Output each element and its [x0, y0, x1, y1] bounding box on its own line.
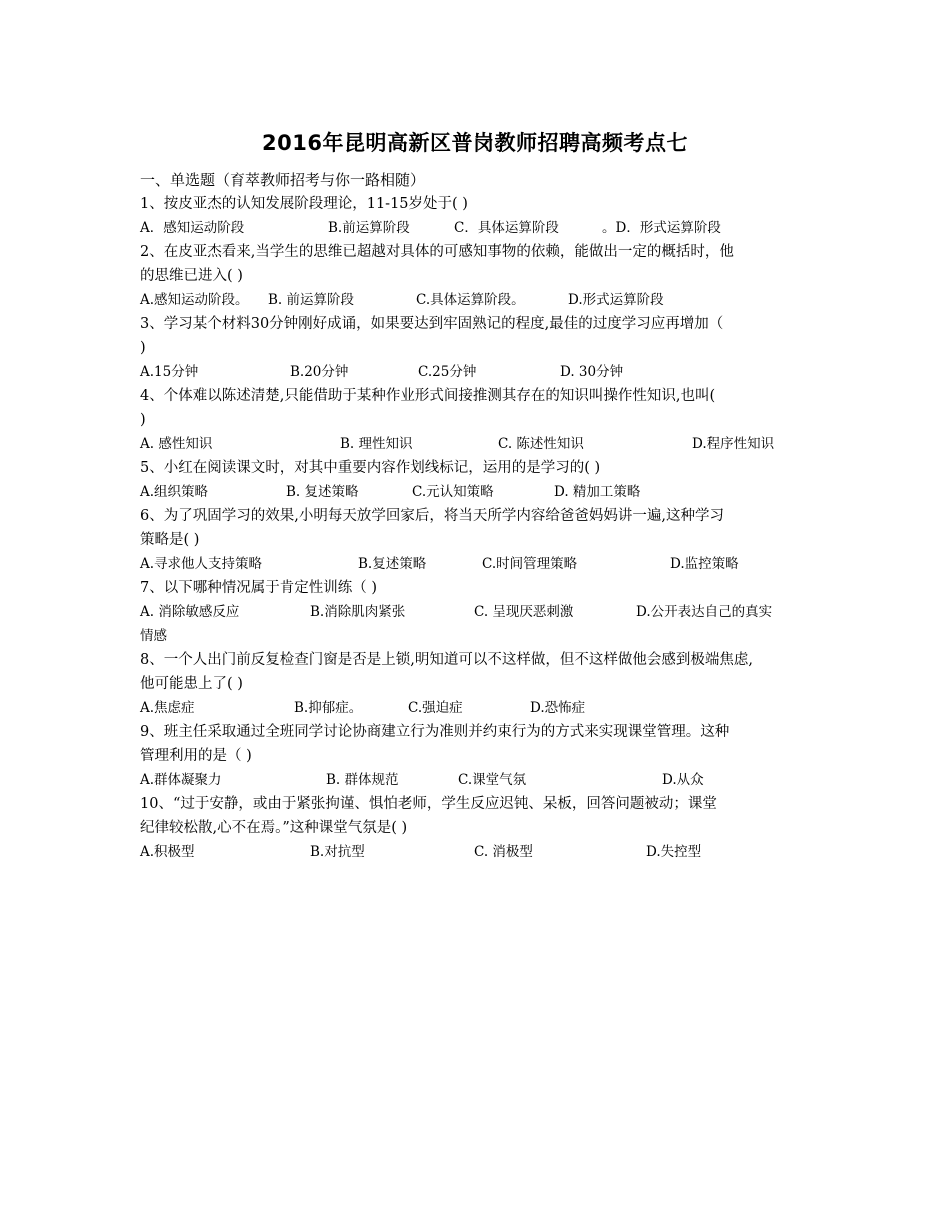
question-8-stem: 8、一个人出门前反复检查门窗是否是上锁,明知道可以不这样做，但不这样做他会感到极端焦虑, — [140, 652, 753, 668]
option-d: D.程序性知识 — [692, 436, 775, 452]
option-c: C. 消极型 — [474, 844, 533, 860]
option-a: A. 消除敏感反应 — [140, 604, 240, 620]
option-a: A．感知运动阶段 — [140, 220, 245, 236]
option-c: C.时间管理策略 — [482, 556, 578, 572]
option-b: B.消除肌肉紧张 — [310, 604, 406, 620]
option-a: A.寻求他人支持策略 — [140, 556, 263, 572]
question-8-stem-cont: 他可能患上了( ) — [140, 676, 243, 692]
option-b: B. 理性知识 — [340, 436, 413, 452]
option-d: D.从众 — [662, 772, 704, 788]
option-a: A.感知运动阶段。 — [140, 292, 249, 308]
option-a: A. 感性知识 — [140, 436, 213, 452]
question-5-stem: 5、小红在阅读课文时，对其中重要内容作划线标记，运用的是学习的( ) — [140, 460, 601, 476]
option-a: A.群体凝聚力 — [140, 772, 222, 788]
option-c: C.25分钟 — [418, 364, 477, 380]
option-c: C.元认知策略 — [412, 484, 494, 500]
option-a: A.积极型 — [140, 844, 195, 860]
question-6-stem: 6、为了巩固学习的效果,小明每天放学回家后，将当天所学内容给爸爸妈妈讲一遍,这种学习 — [140, 508, 724, 524]
option-b: B. 前运算阶段 — [268, 292, 355, 308]
option-b: B.对抗型 — [310, 844, 365, 860]
option-b: B. 群体规范 — [326, 772, 399, 788]
section-heading: 一、单选题（育萃教师招考与你一路相随） — [140, 171, 426, 189]
question-2-stem: 2、在皮亚杰看来,当学生的思维已超越对具体的可感知事物的依赖，能做出一定的概括时，他 — [140, 244, 734, 260]
option-a: A.组织策略 — [140, 484, 209, 500]
option-b: B.20分钟 — [290, 364, 349, 380]
question-10-stem-cont: 纪律较松散,心不在焉。”这种课堂气氛是( ) — [140, 820, 408, 836]
question-9-stem: 9、班主任采取通过全班同学讨论协商建立行为准则并约束行为的方式来实现课堂管理。这种 — [140, 724, 730, 740]
option-c: C. 呈现厌恶刺激 — [474, 604, 574, 620]
question-4-stem-cont: ) — [140, 412, 146, 428]
option-d: D.恐怖症 — [530, 700, 586, 716]
option-a: A.15分钟 — [140, 364, 199, 380]
page-title: 2016年昆明高新区普岗教师招聘高频考点七 — [262, 131, 688, 155]
option-b: B.抑郁症。 — [294, 700, 363, 716]
option-d: D. 30分钟 — [560, 364, 624, 380]
option-c: C.强迫症 — [408, 700, 463, 716]
option-b: B.复述策略 — [358, 556, 427, 572]
question-10-stem: 10、“过于安静，或由于紧张拘谨、惧怕老师，学生反应迟钝、呆板，回答问题被动；课堂 — [140, 796, 717, 812]
option-d: D.监控策略 — [670, 556, 739, 572]
option-d: D. 精加工策略 — [554, 484, 641, 500]
question-7-stem: 7、以下哪种情况属于肯定性训练（ ) — [140, 580, 377, 596]
question-3-stem: 3、学习某个材料30分钟刚好成诵，如果要达到牢固熟记的程度,最佳的过度学习应再增加（ — [140, 316, 724, 332]
option-c: C.课堂气氛 — [458, 772, 527, 788]
option-c: C．具体运算阶段 — [454, 220, 559, 236]
option-d: D.失控型 — [646, 844, 702, 860]
question-7-option-d-cont: 情感 — [140, 628, 167, 644]
option-b: B.前运算阶段 — [328, 220, 410, 236]
option-c: C. 陈述性知识 — [498, 436, 584, 452]
question-6-stem-cont: 策略是( ) — [140, 532, 200, 548]
option-d: D.公开表达自己的真实 — [636, 604, 773, 620]
option-a: A.焦虑症 — [140, 700, 195, 716]
option-c: C.具体运算阶段。 — [416, 292, 525, 308]
question-9-stem-cont: 管理利用的是（ ) — [140, 748, 252, 764]
question-1-stem: 1、按皮亚杰的认知发展阶段理论，11-15岁处于( ) — [140, 196, 468, 212]
option-d: 。D．形式运算阶段 — [602, 220, 721, 236]
question-2-stem-cont: 的思维已进入( ) — [140, 268, 243, 284]
option-d: D.形式运算阶段 — [568, 292, 664, 308]
question-3-stem-cont: ) — [140, 340, 146, 356]
question-4-stem: 4、个体难以陈述清楚,只能借助于某种作业形式间接推测其存在的知识叫操作性知识,也叫( — [140, 388, 716, 404]
option-b: B. 复述策略 — [286, 484, 359, 500]
